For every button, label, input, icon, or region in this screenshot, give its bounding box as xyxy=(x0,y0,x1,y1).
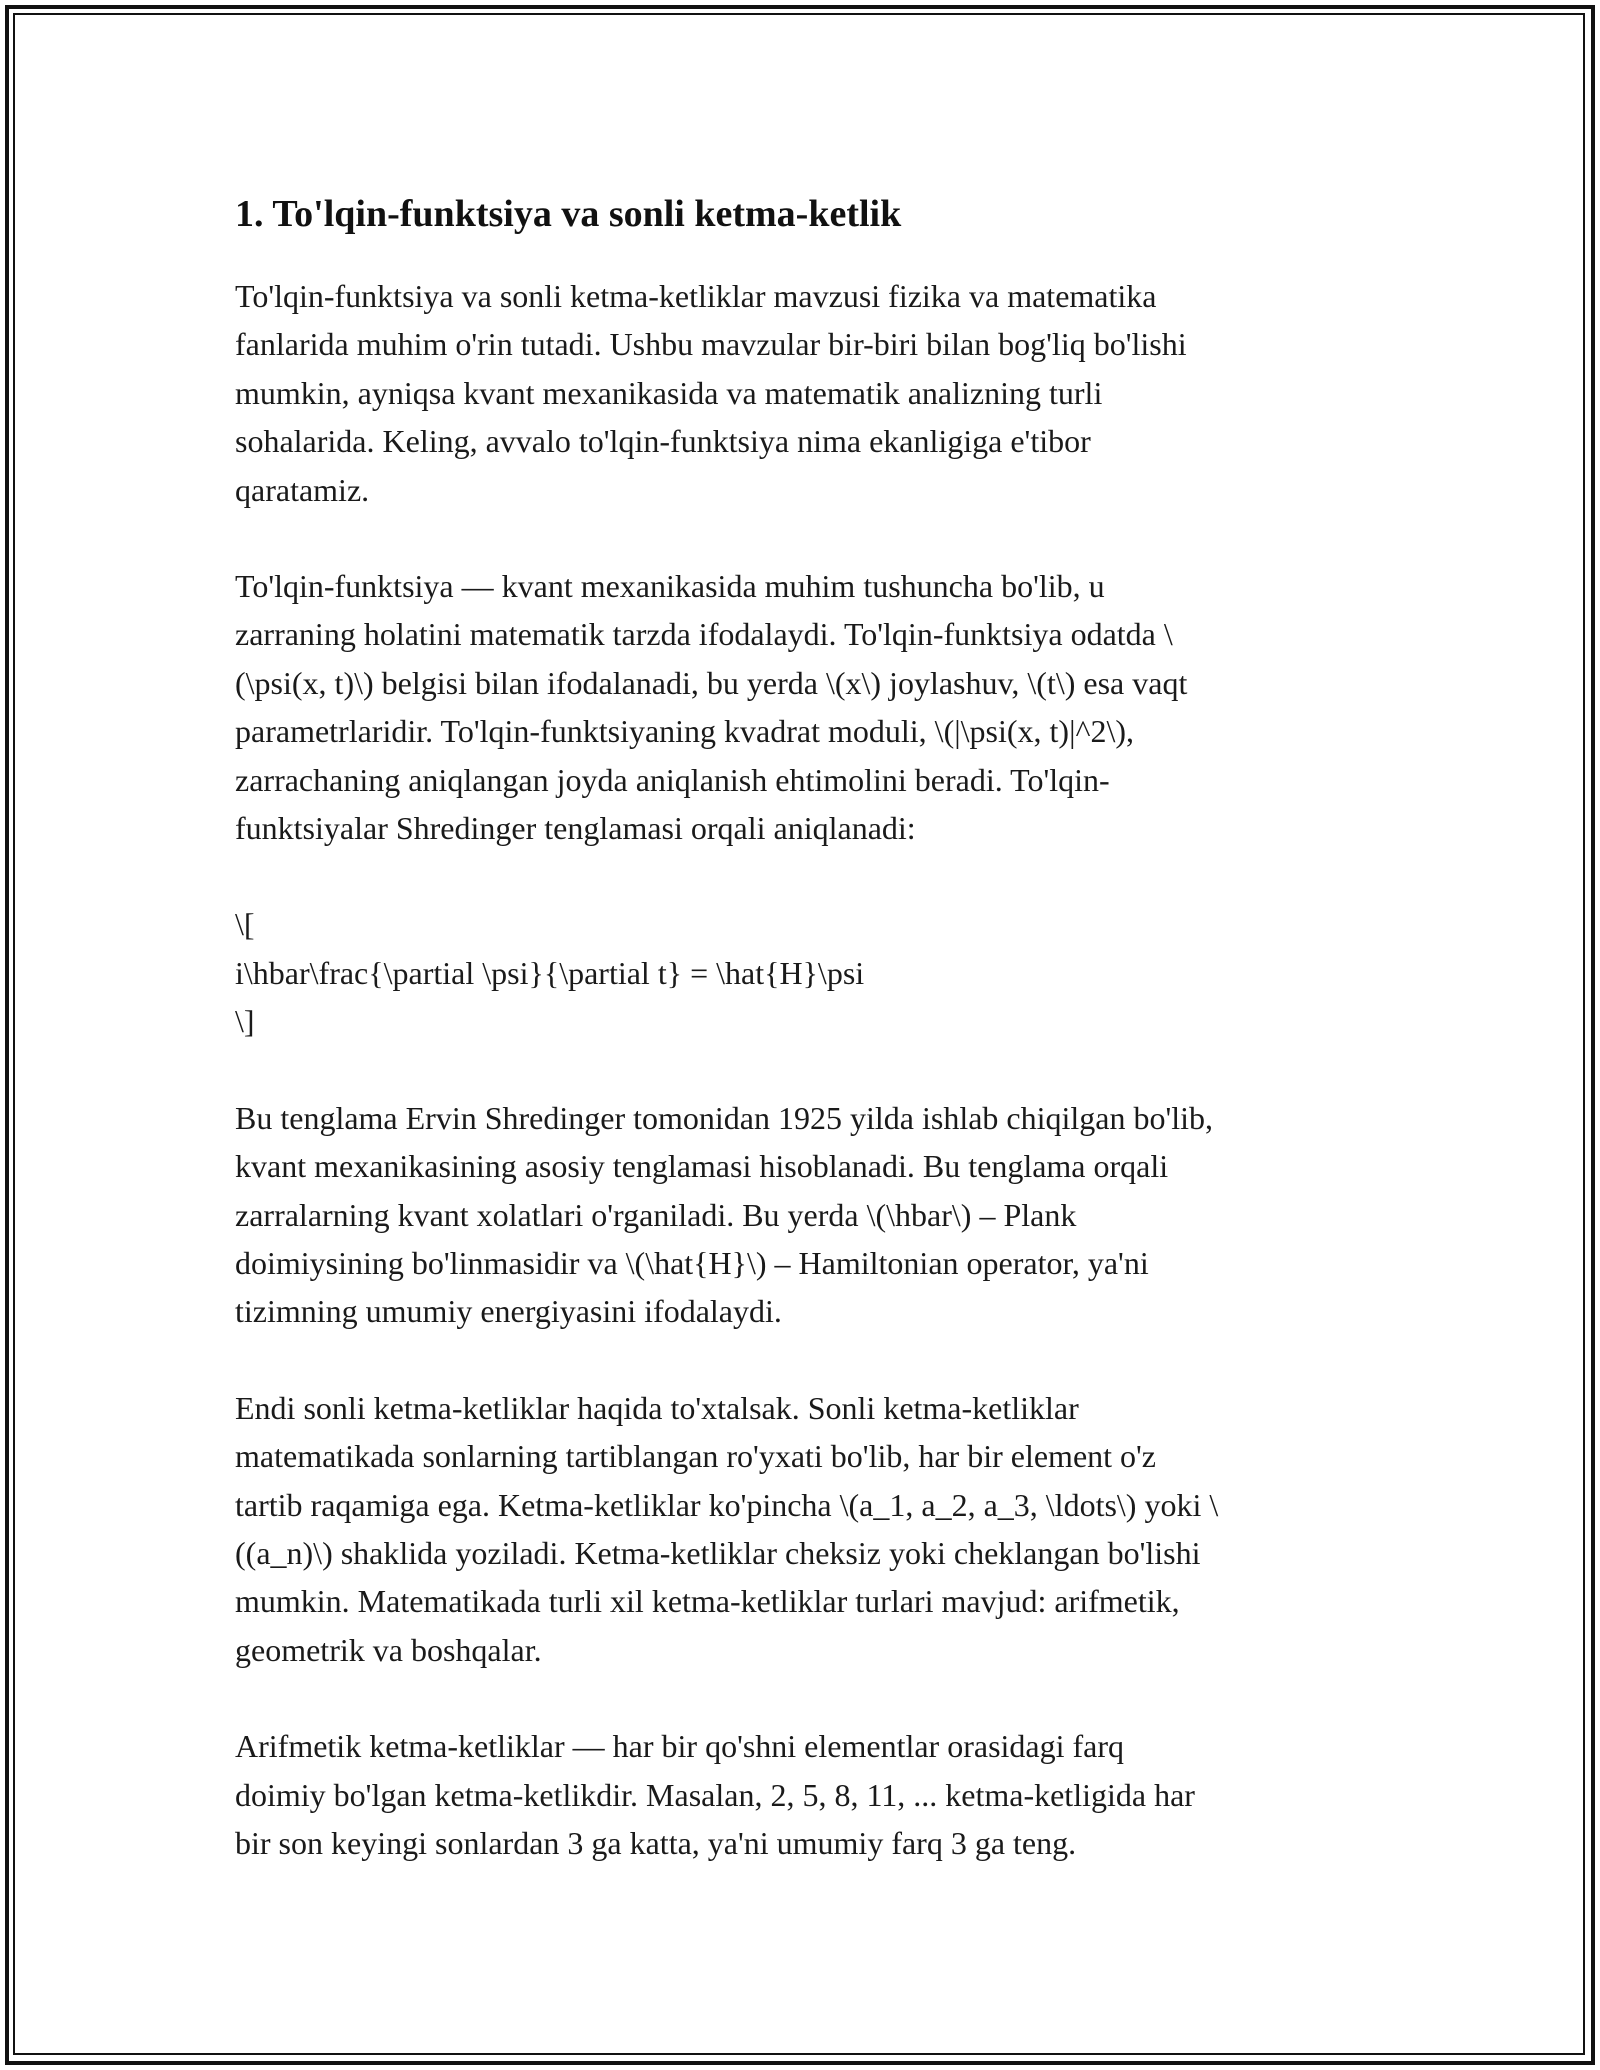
paragraph-equation-explanation: Bu tenglama Ervin Shredinger tomonidan 1925 yilda ishlab chiqilgan bo'lib, kvant mexanikasining asosiy tenglamasi hisoblanadi. Bu tenglama orqali zarralarning kvant xolatlari o'rganiladi. Bu yerda \(\hbar\) – Plank doimiysining bo'linmasidir va \(\hat{H}\) – Hamiltonian operator, ya'ni tizimning umumiy energiyasini ifodalaydi. xyxy=(235,1099,1214,1330)
paragraph-wave-function: To'lqin-funktsiya — kvant mexanikasida muhim tushuncha bo'lib, u zarraning holatini matematik tarzda ifodalaydi. To'lqin-funktsiya odatda \ (\psi(x, t)\) belgisi bilan ifodalanadi, bu yerda \(x\) joylashuv, \(t\) esa vaqt parametrlaridir. To'lqin-funktsiyaning kvadrat moduli, \(|\psi(x, t)|^2\), zarrachaning aniqlangan joyda aniqlanish ehtimolini beradi. To'lqin- funktsiyalar Shredinger tenglamasi orqali aniqlanadi: xyxy=(235,568,1188,847)
section-heading: 1. To'lqin-funktsiya va sonli ketma-ketlik xyxy=(235,193,902,235)
paragraph-sequences: Endi sonli ketma-ketliklar haqida to'xtalsak. Sonli ketma-ketliklar matematikada sonlarning tartiblangan ro'yxati bo'lib, har bir element o'z tartib raqamiga ega. Ketma-ketliklar ko'pincha \(a_1, a_2, a_3, \ldots\) yoki \ ((a_n)\) shaklida yoziladi. Ketma-ketliklar cheksiz yoki cheklangan bo'lishi mumkin. Matematikada turli xil ketma-ketliklar turlari mavjud: arifmetik, geometrik va boshqalar. xyxy=(235,1389,1219,1668)
paragraph-arithmetic-sequences: Arifmetik ketma-ketliklar — har bir qo'shni elementlar orasidagi farq doimiy bo'lgan ketma-ketlikdir. Masalan, 2, 5, 8, 11, ... ketma-ketligida har bir son keyingi sonlardan 3 ga katta, ya'ni umumiy farq 3 ga teng. xyxy=(235,1728,1195,1861)
paragraph-schrodinger-equation: \[ i\hbar\frac{\partial \psi}{\partial t} = \hat{H}\psi \] xyxy=(235,906,865,1040)
paragraph-intro: To'lqin-funktsiya va sonli ketma-ketliklar mavzusi fizika va matematika fanlarida muhim o'rin tutadi. Ushbu mavzular bir-biri bilan bog'liq bo'lishi mumkin, ayniqsa kvant mexanikasida va matematik analizning turli sohalarida. Keling, avvalo to'lqin-funktsiya nima ekanligiga e'tibor qaratamiz. xyxy=(235,278,1187,508)
document-body xyxy=(235,186,1370,1915)
